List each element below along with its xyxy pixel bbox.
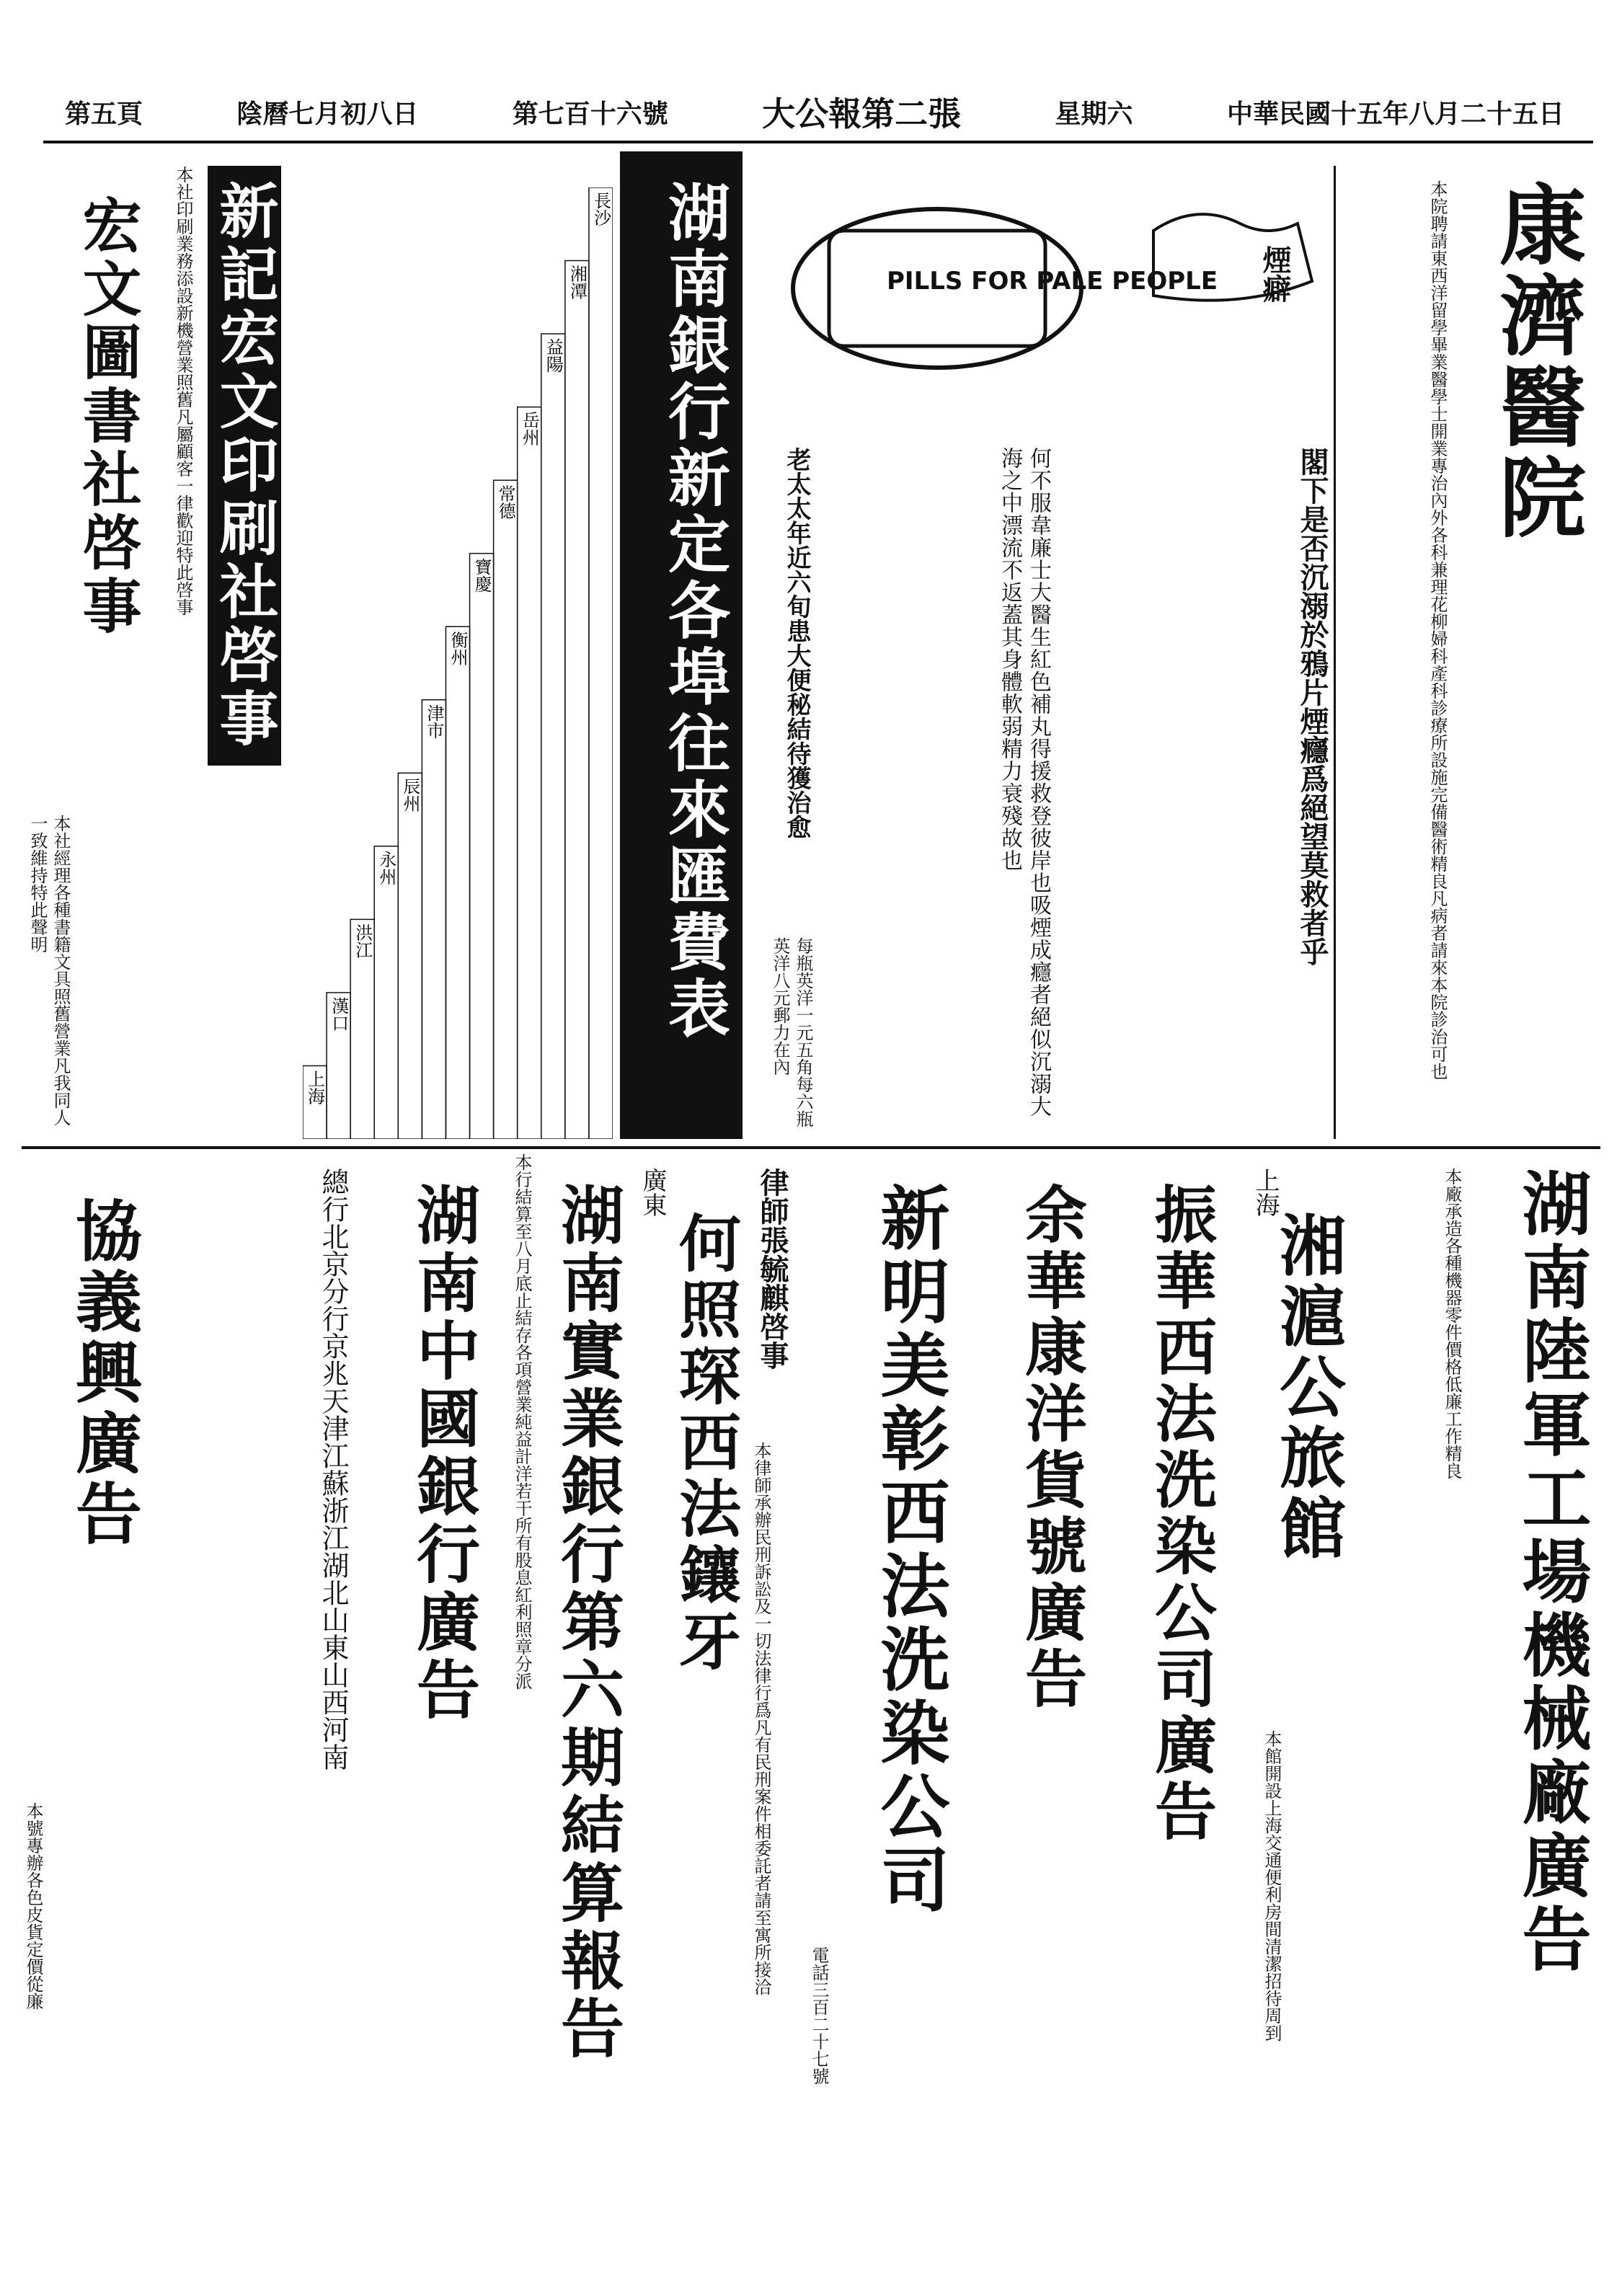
xianghu-loc: 上海 [1251, 1168, 1280, 1217]
table-row-label: 寶慶 [471, 557, 492, 593]
table-column [589, 187, 613, 1139]
opium-body: 何不服韋廉士大醫生紅色補丸得援救登彼岸也吸煙成癮者絕似沉溺大海之中漂流不返蓋其身體軟弱精力衰殘故也 [997, 447, 1051, 1117]
xinming-phone: 電話三百二十七號 [809, 1946, 829, 2085]
table-column [494, 480, 518, 1139]
dentist-loc: 廣東 [638, 1168, 667, 1217]
hongwen-print-title: 新記宏文印刷社啓事 [208, 166, 281, 766]
kangji-hospital-ad [1456, 166, 1593, 1139]
header-paper-name: 大公報第二張 [762, 94, 962, 133]
opium-side-headline: 老太太年近六旬患大便秘結待獲治愈 [782, 447, 811, 839]
dentist-ad [634, 1153, 743, 2271]
yuhua-ad [966, 1153, 1089, 2271]
hongwen-books-ad [22, 166, 144, 1139]
table-row-label: 常德 [495, 484, 516, 520]
header-weekday: 星期六 [1055, 98, 1133, 129]
shiye-text: 本行結算至八月底止結存各項營業純益計洋若干所有股息紅利照章分派 [512, 1153, 532, 1690]
lawyer-ad [750, 1153, 807, 2271]
zhenhua-ad [1096, 1153, 1218, 2271]
kangji-text: 本院聘請東西洋留學畢業醫學士開業專治內外各科兼理花柳婦科產科診療所設施完備醫術精良凡病者請來本院診治可也 [1427, 180, 1448, 1080]
xieyi-text: 本號專辦各色皮貨定價從廉 [23, 1802, 43, 2010]
table-row-label: 岳州 [519, 411, 540, 446]
yuhua-title: 余華康洋貨號廣告 [1014, 1182, 1087, 1713]
opium-price: 每瓶英洋一元五角每六瓶英洋八元郵力在內 [770, 937, 813, 1127]
xianghu-title: 湘滬公旅館 [1269, 1211, 1347, 1564]
xinming-title: 新明美彰西法洗染公司 [869, 1182, 951, 1918]
dentist-title: 何照琛西法鑲牙 [668, 1211, 741, 1675]
table-row-label: 益陽 [543, 338, 564, 373]
xinming-ad [807, 1153, 959, 2271]
kangji-title: 康濟醫院 [1485, 180, 1587, 544]
table-column [374, 846, 398, 1139]
table-row-label: 永州 [376, 850, 396, 885]
table-row-label: 湘潭 [567, 265, 588, 300]
table-row-label: 洪江 [352, 923, 373, 959]
hongwen-books-text: 本社經理各種書籍文具照舊營業凡我同人一致維持特此聲明 [27, 815, 71, 1126]
hongwen-books-title: 宏文圖書社啓事 [73, 195, 142, 639]
zhongguo-bank-ad [360, 1153, 483, 2271]
table-row-label: 上海 [304, 1070, 325, 1105]
table-column [470, 554, 494, 1139]
opium-caption: 煙癖 [1258, 245, 1292, 303]
hunan-bank-title-block [620, 151, 743, 1139]
header-page: 第五頁 [65, 98, 143, 129]
remittance-grid [303, 187, 613, 1139]
mid-rule [22, 1146, 1600, 1149]
table-column [565, 261, 589, 1139]
arsenal-title: 湖南陸軍工場機械廠廣告 [1511, 1168, 1592, 1977]
table-column [541, 334, 565, 1139]
opium-illustration [750, 144, 1326, 433]
xianghu-text: 本館開設上海交通便利房間清潔招待周到 [1262, 1730, 1282, 2042]
shiye-title: 湖南實業銀行第六期結算報告 [551, 1182, 626, 2063]
xieyi-title: 協義興廣告 [65, 1197, 143, 1550]
header-calendar: 陰曆七月初八日 [236, 98, 419, 129]
zhongguo-branches: 總行北京分行京兆天津江蘇浙江湖北山東山西河南 [317, 1168, 349, 1770]
zhongguo-title: 湖南中國銀行廣告 [407, 1182, 482, 1724]
arsenal-ad [1463, 1153, 1600, 2271]
table-row-label: 漢口 [328, 996, 349, 1032]
pill-brand-text: PILLS FOR PALE PEOPLE [887, 267, 1218, 296]
header-issue: 第七百十六號 [512, 98, 668, 129]
table-row-label: 長沙 [590, 192, 611, 226]
lawyer-title: 律師張毓麒啓事 [755, 1168, 789, 1370]
table-column [398, 773, 422, 1139]
xianghu-hotel-ad [1226, 1153, 1348, 2271]
zhenhua-title: 振華西法洗染公司廣告 [1144, 1182, 1217, 1845]
table-column [518, 407, 541, 1139]
newspaper-header [65, 87, 1564, 137]
lawyer-text: 本律師承辦民刑訴訟及一切法律行爲凡有民刑案件相委託者請至寓所接洽 [751, 1442, 771, 1995]
table-row-label: 辰州 [399, 777, 420, 812]
table-column [422, 700, 446, 1139]
opium-headline: 閣下是否沉溺於鴉片煙癮爲絕望莫救者乎 [1295, 447, 1329, 966]
xieyi-ad [22, 1153, 144, 2271]
header-rule [43, 141, 1593, 143]
table-row-label: 衡州 [448, 631, 468, 666]
arsenal-text: 本廠承造各種機器零件價格低廉工作精良 [1442, 1168, 1462, 1479]
table-column [446, 626, 469, 1139]
hongwen-print-text: 本社印刷業務添設新機營業照舊凡屬顧客一律歡迎特此啓事 [173, 166, 193, 616]
table-row-label: 津市 [423, 704, 444, 739]
hunan-bank-title: 湖南銀行新定各埠往來匯費表 [657, 180, 730, 1042]
hongwen-print-ad [144, 166, 296, 1139]
remittance-table [303, 187, 613, 1139]
shiye-bank-ad [490, 1153, 627, 2271]
col-rule [1334, 166, 1336, 1139]
header-date: 中華民國十五年八月二十五日 [1226, 98, 1564, 129]
